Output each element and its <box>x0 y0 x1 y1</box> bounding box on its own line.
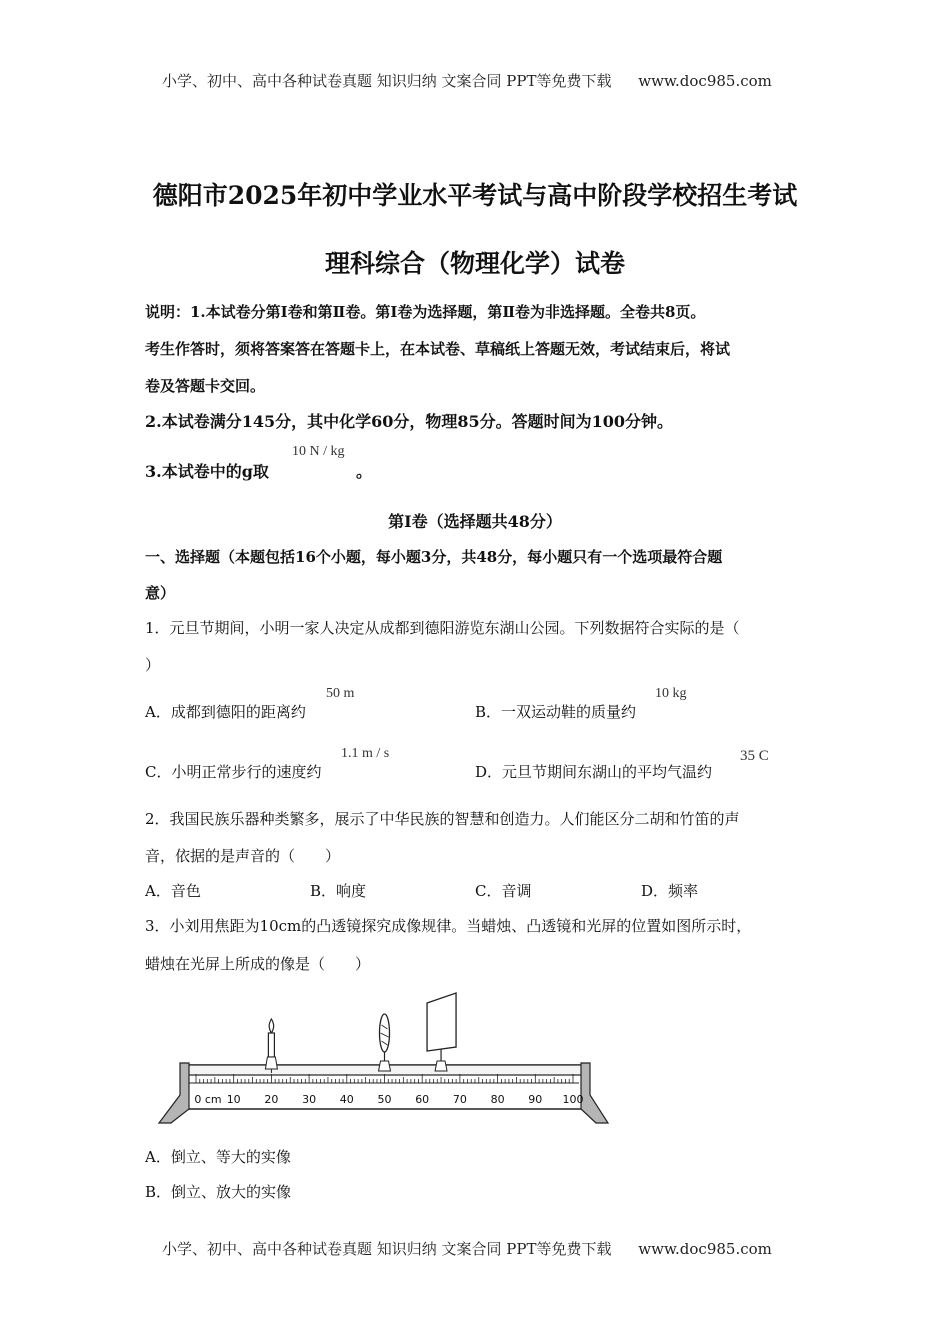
note-line-1: 说明：1.本试卷分第Ⅰ卷和第Ⅱ卷。第Ⅰ卷为选择题，第Ⅱ卷为非选择题。全卷共8页。 <box>145 303 706 321</box>
note-line-3: 卷及答题卡交回。 <box>145 377 266 395</box>
scale-label: 60 <box>415 1093 430 1106</box>
scale-label: 30 <box>302 1093 317 1106</box>
q1-option-d-value: 35 C <box>740 748 769 764</box>
q3-stem-2: 蜡烛在光屏上所成的像是（ ） <box>145 955 371 973</box>
note-line-4: 2.本试卷满分145分，其中化学60分，物理85分。答题时间为100分钟。 <box>145 412 674 431</box>
section-intro-1: 一、选择题（本题包括16个小题，每小题3分，共48分，每小题只有一个选项最符合题 <box>145 548 723 566</box>
q1-option-c-value: 1.1 m / s <box>341 746 390 761</box>
q1-stem-1: 1．元旦节期间，小明一家人决定从成都到德阳游览东湖山公园。下列数据符合实际的是（ <box>145 619 740 637</box>
q2-option-d: D．频率 <box>641 882 699 900</box>
section-intro-2: 意） <box>145 584 176 602</box>
q2-stem-2: 音，依据的是声音的（ ） <box>145 847 341 865</box>
note-line-5 <box>145 459 269 482</box>
page-footer <box>162 1238 772 1259</box>
q2-option-c: C．音调 <box>475 882 532 900</box>
g-value: 10 N / kg <box>292 444 345 459</box>
scale-label: 50 <box>377 1093 392 1106</box>
footer-site: www.doc985.com <box>638 1240 772 1258</box>
q3-option-b: B．倒立、放大的实像 <box>145 1183 292 1201</box>
candle <box>265 1019 277 1073</box>
light-screen <box>427 993 456 1071</box>
scale-label: 10 <box>226 1093 241 1106</box>
q3-stem-1: 3．小刘用焦距为10cm的凸透镜探究成像规律。当蜡烛、凸透镜和光屏的位置如图所示时， <box>145 917 752 935</box>
note-line-5-pre: 3.本试卷中的g取 <box>145 462 269 481</box>
q2-stem-1: 2．我国民族乐器种类繁多，展示了中华民族的智慧和创造力。人们能区分二胡和竹笛的声 <box>145 810 740 828</box>
q2-option-b: B．响度 <box>310 882 367 900</box>
scale-label: 80 <box>490 1093 505 1106</box>
q1-option-b-value: 10 kg <box>655 686 687 701</box>
right-support <box>581 1063 608 1123</box>
optical-bench-figure <box>155 985 620 1130</box>
q3-option-a: A．倒立、等大的实像 <box>145 1148 291 1166</box>
q1-option-b: B．一双运动鞋的质量约 <box>475 703 637 721</box>
page-header <box>162 70 772 91</box>
footer-text: 小学、初中、高中各种试卷真题 知识归纳 文案合同 PPT等免费下载 <box>162 1240 612 1258</box>
scale-label: 70 <box>452 1093 467 1106</box>
header-site: www.doc985.com <box>638 72 772 90</box>
note-line-2: 考生作答时，须将答案答在答题卡上，在本试卷、草稿纸上答题无效，考试结束后，将试 <box>145 340 731 358</box>
q1-stem-2: ） <box>145 656 161 674</box>
scale-label: 100 <box>562 1093 584 1106</box>
q1-option-c: C．小明正常步行的速度约 <box>145 763 322 781</box>
scale-label: 90 <box>528 1093 543 1106</box>
scale-label: 20 <box>264 1093 279 1106</box>
q1-option-a: A．成都到德阳的距离约 <box>145 703 306 721</box>
exam-subtitle: 理科综合（物理化学）试卷 <box>324 249 625 278</box>
q1-option-a-value: 50 m <box>326 686 355 701</box>
q2-option-a: A．音色 <box>145 882 201 900</box>
section-title: 第Ⅰ卷（选择题共48分） <box>388 512 562 531</box>
note-line-5-post: 。 <box>356 462 373 481</box>
q1-option-d: D．元旦节期间东湖山的平均气温约 <box>475 763 713 781</box>
scale-label: 40 <box>339 1093 354 1106</box>
exam-title: 德阳市2025年初中学业水平考试与高中阶段学校招生考试 <box>152 181 798 210</box>
left-support <box>159 1063 189 1123</box>
convex-lens <box>379 1014 391 1071</box>
header-text: 小学、初中、高中各种试卷真题 知识归纳 文案合同 PPT等免费下载 <box>162 72 612 90</box>
scale-label: 0 cm <box>194 1093 222 1106</box>
